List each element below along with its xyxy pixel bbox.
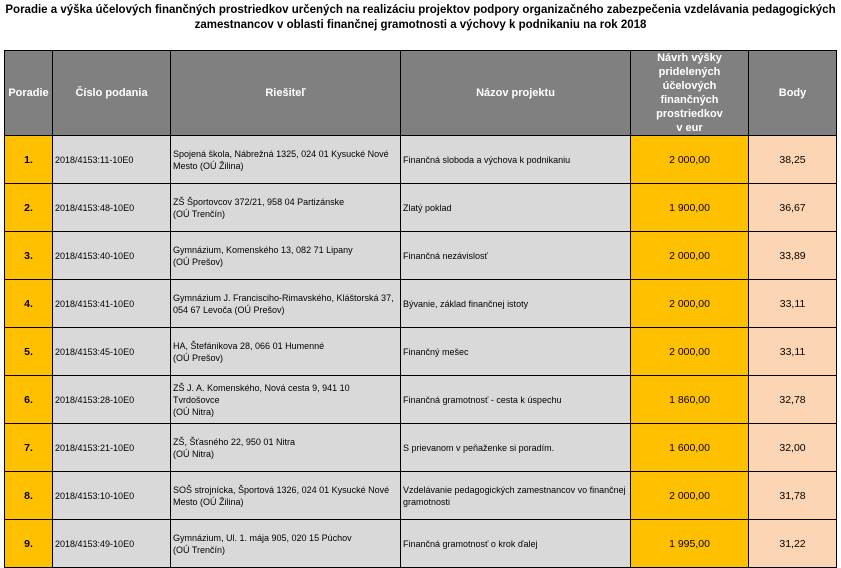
results-table	[4, 50, 837, 568]
table-row	[5, 280, 837, 328]
submission-number-cell: 2018/4153:45-10E0	[53, 328, 171, 376]
project-name-cell: Zlatý poklad	[401, 184, 631, 232]
header-amount: Návrh výšky pridelených účelových finančných prostriedkov v eur	[631, 51, 749, 136]
points-cell: 31,22	[749, 520, 837, 568]
project-name-cell: Bývanie, základ finančnej istoty	[401, 280, 631, 328]
project-name-cell: Finančný mešec	[401, 328, 631, 376]
rank-cell: 2.	[5, 184, 53, 232]
amount-cell: 1 995,00	[631, 520, 749, 568]
table-row	[5, 472, 837, 520]
table-body	[5, 136, 837, 568]
submission-number-cell: 2018/4153:11-10E0	[53, 136, 171, 184]
table-row	[5, 184, 837, 232]
rank-cell: 3.	[5, 232, 53, 280]
project-name-cell: Finančná gramotnosť o krok ďalej	[401, 520, 631, 568]
rank-cell: 9.	[5, 520, 53, 568]
submission-number-cell: 2018/4153:41-10E0	[53, 280, 171, 328]
title-line-2: zamestnancov v oblasti finančnej gramotnosti a výchovy k podnikaniu na rok 2018	[194, 19, 647, 31]
rank-cell: 7.	[5, 424, 53, 472]
submission-number-cell: 2018/4153:40-10E0	[53, 232, 171, 280]
submission-number-cell: 2018/4153:49-10E0	[53, 520, 171, 568]
points-cell: 36,67	[749, 184, 837, 232]
header-project: Názov projektu	[401, 51, 631, 136]
points-cell: 31,78	[749, 472, 837, 520]
table-row	[5, 328, 837, 376]
project-name-cell: Finančná sloboda a výchova k podnikaniu	[401, 136, 631, 184]
solver-cell: ZŠ Športovcov 372/21, 958 04 Partizánske (OÚ Trenčín)	[171, 184, 401, 232]
header-points: Body	[749, 51, 837, 136]
title-line-1: Poradie a výška účelových finančných prostriedkov určených na realizáciu projektov podpory organizačného zabezpečenia vzdelávania pedagogických	[5, 4, 836, 16]
table-row	[5, 232, 837, 280]
submission-number-cell: 2018/4153:10-10E0	[53, 472, 171, 520]
rank-cell: 1.	[5, 136, 53, 184]
header-row	[5, 51, 837, 136]
rank-cell: 4.	[5, 280, 53, 328]
table-row	[5, 136, 837, 184]
solver-cell: Gymnázium J. Francisciho-Rimavského, Kláštorská 37, 054 67 Levoča (OÚ Prešov)	[171, 280, 401, 328]
amount-cell: 2 000,00	[631, 280, 749, 328]
header-number: Číslo podania	[53, 51, 171, 136]
amount-cell: 2 000,00	[631, 472, 749, 520]
amount-cell: 1 900,00	[631, 184, 749, 232]
amount-cell: 2 000,00	[631, 232, 749, 280]
project-name-cell: S prievanom v peňaženke si poradím.	[401, 424, 631, 472]
points-cell: 33,11	[749, 280, 837, 328]
table-row	[5, 424, 837, 472]
points-cell: 33,11	[749, 328, 837, 376]
project-name-cell: Finančná nezávislosť	[401, 232, 631, 280]
submission-number-cell: 2018/4153:48-10E0	[53, 184, 171, 232]
header-solver: Riešiteľ	[171, 51, 401, 136]
points-cell: 33,89	[749, 232, 837, 280]
submission-number-cell: 2018/4153:21-10E0	[53, 424, 171, 472]
table-row	[5, 520, 837, 568]
header-rank: Poradie	[5, 51, 53, 136]
solver-cell: Gymnázium, Komenského 13, 082 71 Lipany (OÚ Prešov)	[171, 232, 401, 280]
submission-number-cell: 2018/4153:28-10E0	[53, 376, 171, 424]
solver-cell: ZŠ, Šťasného 22, 950 01 Nitra (OÚ Nitra)	[171, 424, 401, 472]
amount-cell: 2 000,00	[631, 328, 749, 376]
points-cell: 32,00	[749, 424, 837, 472]
solver-cell: HA, Štefánikova 28, 066 01 Humenné (OÚ Prešov)	[171, 328, 401, 376]
points-cell: 38,25	[749, 136, 837, 184]
points-cell: 32,78	[749, 376, 837, 424]
solver-cell: Gymnázium, Ul. 1. mája 905, 020 15 Púchov (OÚ Trenčín)	[171, 520, 401, 568]
rank-cell: 6.	[5, 376, 53, 424]
amount-cell: 1 860,00	[631, 376, 749, 424]
rank-cell: 5.	[5, 328, 53, 376]
table-row	[5, 376, 837, 424]
solver-cell: Spojená škola, Nábrežná 1325, 024 01 Kysucké Nové Mesto (OÚ Žilina)	[171, 136, 401, 184]
rank-cell: 8.	[5, 472, 53, 520]
project-name-cell: Finančná gramotnosť - cesta k úspechu	[401, 376, 631, 424]
project-name-cell: Vzdelávanie pedagogických zamestnancov vo finančnej gramotnosti	[401, 472, 631, 520]
solver-cell: ZŠ J. A. Komenského, Nová cesta 9, 941 10 Tvrdošovce (OÚ Nitra)	[171, 376, 401, 424]
document-title	[0, 3, 841, 33]
solver-cell: SOŠ strojnícka, Športová 1326, 024 01 Kysucké Nové Mesto (OÚ Žilina)	[171, 472, 401, 520]
amount-cell: 2 000,00	[631, 136, 749, 184]
amount-cell: 1 600,00	[631, 424, 749, 472]
